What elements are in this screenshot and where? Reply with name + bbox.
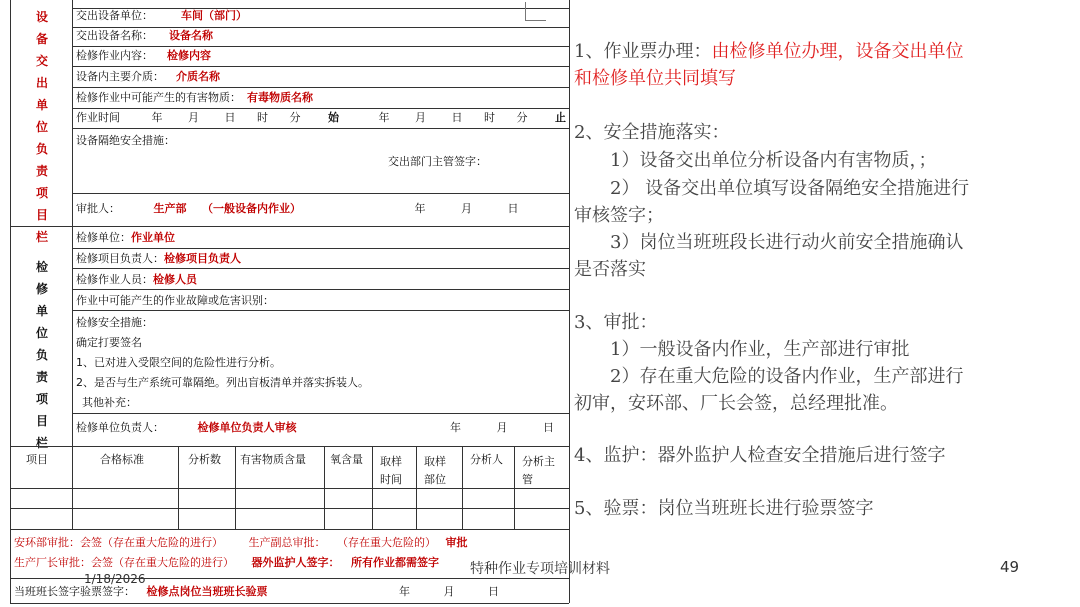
note-1-cont: 和检修单位共同填写	[574, 68, 736, 89]
section-title-char: 栏	[35, 436, 48, 450]
note-4: 4、监护：器外监护人检查安全措施后进行签字	[574, 445, 946, 466]
page-number: 49	[1000, 558, 1020, 576]
safety-line3: 2、是否与生产系统可靠隔绝。列出盲板清单并落实拆装人。	[76, 376, 369, 389]
note-3b: 2）存在重大危险的设备内作业，生产部进行	[610, 366, 964, 387]
form-border-left	[10, 0, 11, 603]
safety-line4: 其他补充：	[82, 396, 137, 409]
equipment-name-row: 交出设备名称： 设备名称	[76, 29, 213, 42]
medium-row: 设备内主要介质： 介质名称	[76, 70, 220, 83]
section-title-char: 出	[35, 76, 48, 90]
th-standard: 合格标准	[100, 453, 144, 466]
plant-approval-row: 生产厂长审批：会签（存在重大危险的进行） 器外监护人签字： 所有作业都需签字	[14, 556, 439, 569]
handover-unit-row: 交出设备单位： 车间（部门）	[76, 9, 247, 22]
section-title-char: 位	[35, 326, 48, 340]
note-2d: 3）岗位当班班段长进行动火前安全措施确认	[610, 232, 964, 253]
note-3: 3、审批：	[574, 312, 658, 333]
section-title-char: 单	[35, 98, 48, 112]
safety-title: 检修安全措施：	[76, 316, 153, 329]
section-title-char: 检	[35, 260, 48, 274]
note-2a: 1）设备交出单位分析设备内有害物质，；	[610, 150, 937, 171]
note-2e: 是否落实	[574, 259, 646, 280]
section-title-char: 修	[35, 282, 48, 296]
repair-content-row: 检修作业内容： 检修内容	[76, 49, 211, 62]
section-title-char: 项	[35, 186, 48, 200]
approver-row: 审批人： 生产部 （一般设备内作业） 年 月 日	[76, 202, 519, 215]
form-border-right	[569, 0, 570, 603]
note-2c: 审核签字；	[574, 205, 664, 226]
section2-title	[32, 256, 52, 454]
th-supervisor: 分析主管	[522, 455, 555, 486]
work-time-row: 作业时间 年 月 日 时 分 始 年 月 日 时 分 止	[76, 111, 566, 124]
th-oxygen: 氧含量	[330, 453, 363, 466]
isolation-measures-label: 设备隔绝安全措施：	[76, 134, 175, 147]
section-title-char: 目	[35, 414, 48, 428]
section-title-char: 责	[35, 370, 48, 384]
note-3c: 初审，安环部、厂长会签，总经理批准。	[574, 393, 898, 414]
footer-date: 1/18/2026	[84, 572, 146, 586]
section-title-char: 交	[35, 54, 48, 68]
section-title-char: 单	[35, 304, 48, 318]
section-title-char: 目	[35, 208, 48, 222]
section-title-char: 项	[35, 392, 48, 406]
note-2b: 2） 设备交出单位填写设备隔绝安全措施进行	[610, 178, 970, 199]
shift-leader-row: 当班班长签字验票签字： 检修点岗位当班班长验票 年 月 日	[14, 585, 499, 598]
safety-line2: 1、已对进入受限空间的危险性进行分析。	[76, 356, 281, 369]
repair-unit-leader-row: 检修单位负责人： 检修单位负责人审核 年 月 日	[76, 421, 554, 434]
repair-leader-row: 检修项目负责人：检修项目负责人	[76, 252, 241, 265]
section1-title	[32, 6, 52, 248]
note-5: 5、验票：岗位当班班长进行验票签字	[574, 498, 874, 519]
section-title-char: 设	[35, 10, 48, 24]
th-count: 分析数	[188, 453, 221, 466]
repair-staff-row: 检修作业人员：检修人员	[76, 273, 197, 286]
section-title-char: 负	[35, 348, 48, 362]
footer-title: 特种作业专项培训材料	[470, 561, 610, 577]
corner-mark	[525, 2, 546, 21]
th-analyst: 分析人	[470, 453, 503, 466]
note-1: 1、作业票办理：由检修单位办理，设备交出单位	[574, 41, 964, 62]
section-title-char: 负	[35, 142, 48, 156]
note-3a: 1）一般设备内作业，生产部进行审批	[610, 339, 910, 360]
th-sample-time: 取样时间	[380, 455, 402, 486]
note-2: 2、安全措施落实：	[574, 122, 730, 143]
hazard-substance-row: 检修作业中可能产生的有害物质： 有毒物质名称	[76, 91, 313, 104]
section-title-char: 备	[35, 32, 48, 46]
section-title-char: 栏	[35, 230, 48, 244]
handover-sign-label: 交出部门主管签字：	[388, 155, 487, 168]
work-permit-form	[10, 0, 570, 607]
section-title-char: 位	[35, 120, 48, 134]
repair-unit-row: 检修单位：作业单位	[76, 231, 175, 244]
th-sample-location: 取样部位	[424, 455, 446, 486]
hazard-identification-row: 作业中可能产生的作业故障或危害识别：	[76, 294, 274, 307]
section-title-char: 责	[35, 164, 48, 178]
safety-line1: 确定打要签名	[76, 336, 142, 349]
th-content: 有害物质含量	[240, 453, 306, 466]
th-item: 项目	[26, 453, 48, 466]
env-approval-row: 安环部审批：会签（存在重大危险的进行） 生产副总审批： （存在重大危险的） 审批	[14, 536, 468, 549]
